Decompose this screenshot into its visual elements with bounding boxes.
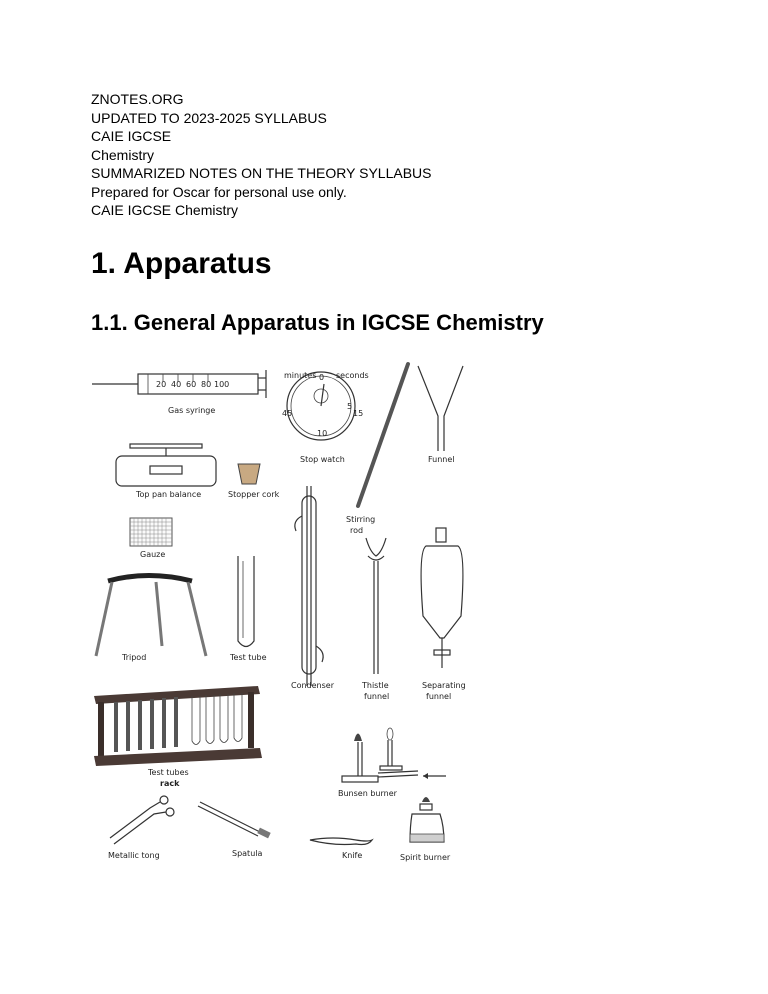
bunsen-burner-label: Bunsen burner — [338, 789, 397, 798]
spirit-burner-label: Spirit burner — [400, 853, 451, 862]
apparatus-figure — [88, 356, 478, 871]
document-header — [91, 90, 431, 220]
header-line-board: CAIE IGCSE — [91, 128, 172, 144]
header-line-subject: Chemistry — [91, 146, 155, 163]
stopwatch-tick: 45 — [282, 409, 293, 418]
syringe-tick: 20 — [156, 380, 167, 389]
stop-watch-label: Stop watch — [300, 455, 345, 464]
thistle-funnel-drawing — [361, 538, 389, 701]
header-line-site: ZNOTES.ORG — [91, 91, 184, 107]
top-pan-balance-drawing — [116, 444, 216, 499]
stopper-cork-label: Stopper cork — [228, 490, 280, 499]
test-tube-label: Test tube — [230, 653, 267, 662]
gas-syringe-drawing — [92, 370, 266, 415]
spirit-burner-drawing — [400, 797, 451, 862]
stopwatch-tick: 10 — [317, 429, 328, 438]
top-pan-balance-label: Top pan balance — [136, 490, 202, 499]
metallic-tong-drawing — [108, 796, 174, 860]
stop-watch-drawing — [282, 371, 369, 464]
separating-label: Separating — [422, 681, 466, 690]
funnel-drawing — [418, 366, 463, 464]
condenser-label: Condenser — [291, 681, 334, 690]
test-tubes-rack-drawing — [94, 686, 262, 788]
rack-label: rack — [160, 779, 180, 788]
stirring-rod-drawing — [346, 364, 408, 535]
rod-label: rod — [350, 526, 364, 535]
stopwatch-tick: 5 — [347, 402, 353, 411]
knife-label: Knife — [342, 851, 363, 860]
section-title: 1. Apparatus — [91, 247, 272, 280]
stopwatch-tick: 0 — [319, 373, 325, 382]
header-line-syllabus: UPDATED TO 2023-2025 SYLLABUS — [91, 109, 327, 126]
bunsen-burner-drawing — [338, 728, 446, 798]
stirring-label: Stirring — [346, 515, 376, 524]
spatula-drawing — [198, 802, 271, 858]
subsection-title: 1.1. General Apparatus in IGCSE Chemistry — [91, 310, 544, 335]
gauze-drawing — [130, 518, 172, 559]
gas-syringe-label: Gas syringe — [168, 406, 216, 415]
knife-drawing — [310, 838, 372, 860]
tripod-label: Tripod — [122, 653, 147, 662]
separating-funnel-drawing — [421, 528, 466, 701]
condenser-drawing — [291, 486, 335, 690]
syringe-tick: 60 — [186, 380, 197, 389]
tripod-drawing — [96, 576, 206, 663]
test-tube-drawing — [229, 556, 267, 662]
spatula-label: Spatula — [232, 849, 263, 858]
header-line-course: CAIE IGCSE Chemistry — [91, 202, 239, 218]
syringe-tick: 40 — [171, 380, 182, 389]
stopwatch-tick: 15 — [353, 409, 364, 418]
minutes-label: minutes — [284, 371, 317, 380]
separating-funnel-label: funnel — [426, 692, 452, 701]
gauze-label: Gauze — [140, 550, 166, 559]
metallic-tong-label: Metallic tong — [108, 851, 160, 860]
apparatus-illustration — [88, 356, 478, 871]
syringe-tick: 80 — [201, 380, 212, 389]
test-tubes-label: Test tubes — [148, 768, 189, 777]
thistle-funnel-label: funnel — [364, 692, 390, 701]
stopper-cork-drawing — [228, 464, 280, 499]
thistle-label: Thistle — [362, 681, 389, 690]
funnel-label: Funnel — [428, 455, 455, 464]
header-line-prepared: Prepared for Oscar for personal use only. — [91, 183, 347, 200]
syringe-tick: 100 — [214, 380, 230, 389]
header-line-notes: SUMMARIZED NOTES ON THE THEORY SYLLABUS — [91, 165, 432, 181]
seconds-label: seconds — [336, 371, 369, 380]
